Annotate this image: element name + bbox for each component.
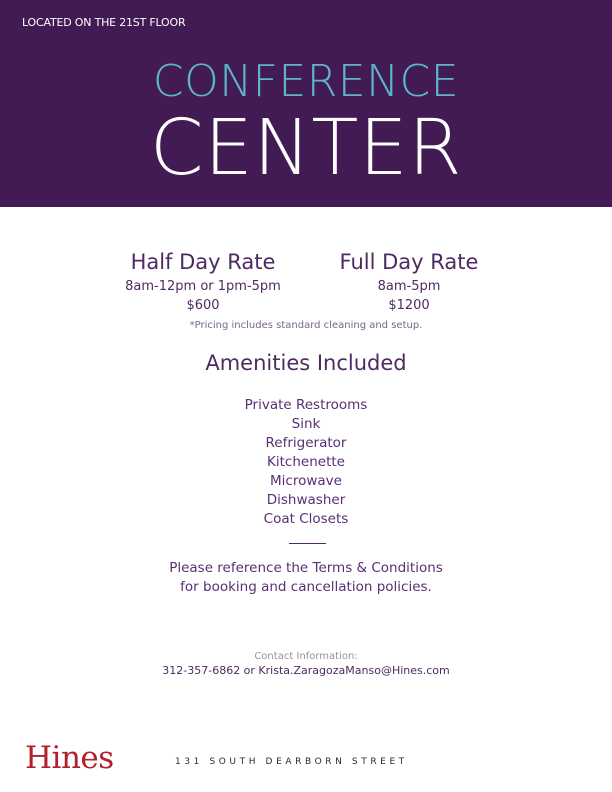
title-center: CENTER xyxy=(149,104,463,193)
contact-info: 312-357-6862 or Krista.ZaragozaManso@Hines.com xyxy=(162,664,450,677)
terms-line-2: for booking and cancellation policies. xyxy=(180,579,432,595)
amenities-list xyxy=(0,396,612,529)
contact-label: Contact Information: xyxy=(254,651,358,662)
street-address: 131 SOUTH DEARBORN STREET xyxy=(175,757,408,767)
full-day-rate-hours: 8am-5pm xyxy=(377,279,441,294)
full-day-rate-price: $1200 xyxy=(388,298,430,313)
amenity-item: Private Restrooms xyxy=(244,397,368,413)
pricing-note: *Pricing includes standard cleaning and setup. xyxy=(189,320,423,331)
hines-logo: Hines xyxy=(25,740,114,776)
amenity-item: Sink xyxy=(291,416,321,432)
amenity-item: Refrigerator xyxy=(265,435,347,451)
terms-line-1: Please reference the Terms & Conditions xyxy=(169,560,443,576)
half-day-rate xyxy=(93,248,313,315)
full-day-rate xyxy=(299,248,519,315)
header-banner xyxy=(0,0,612,207)
amenities-title: Amenities Included xyxy=(205,351,407,375)
half-day-rate-price: $600 xyxy=(186,298,220,313)
floor-label: LOCATED ON THE 21ST FLOOR xyxy=(22,16,186,29)
amenity-item: Dishwasher xyxy=(266,492,346,508)
amenity-item: Kitchenette xyxy=(267,454,345,470)
amenity-item: Microwave xyxy=(270,473,342,489)
terms-notice xyxy=(0,559,612,597)
title-conference: CONFERENCE xyxy=(152,56,460,107)
half-day-rate-title: Half Day Rate xyxy=(130,250,276,274)
half-day-rate-hours: 8am-12pm or 1pm-5pm xyxy=(125,279,281,294)
amenity-item: Coat Closets xyxy=(263,511,349,527)
full-day-rate-title: Full Day Rate xyxy=(339,250,479,274)
divider xyxy=(289,543,326,544)
